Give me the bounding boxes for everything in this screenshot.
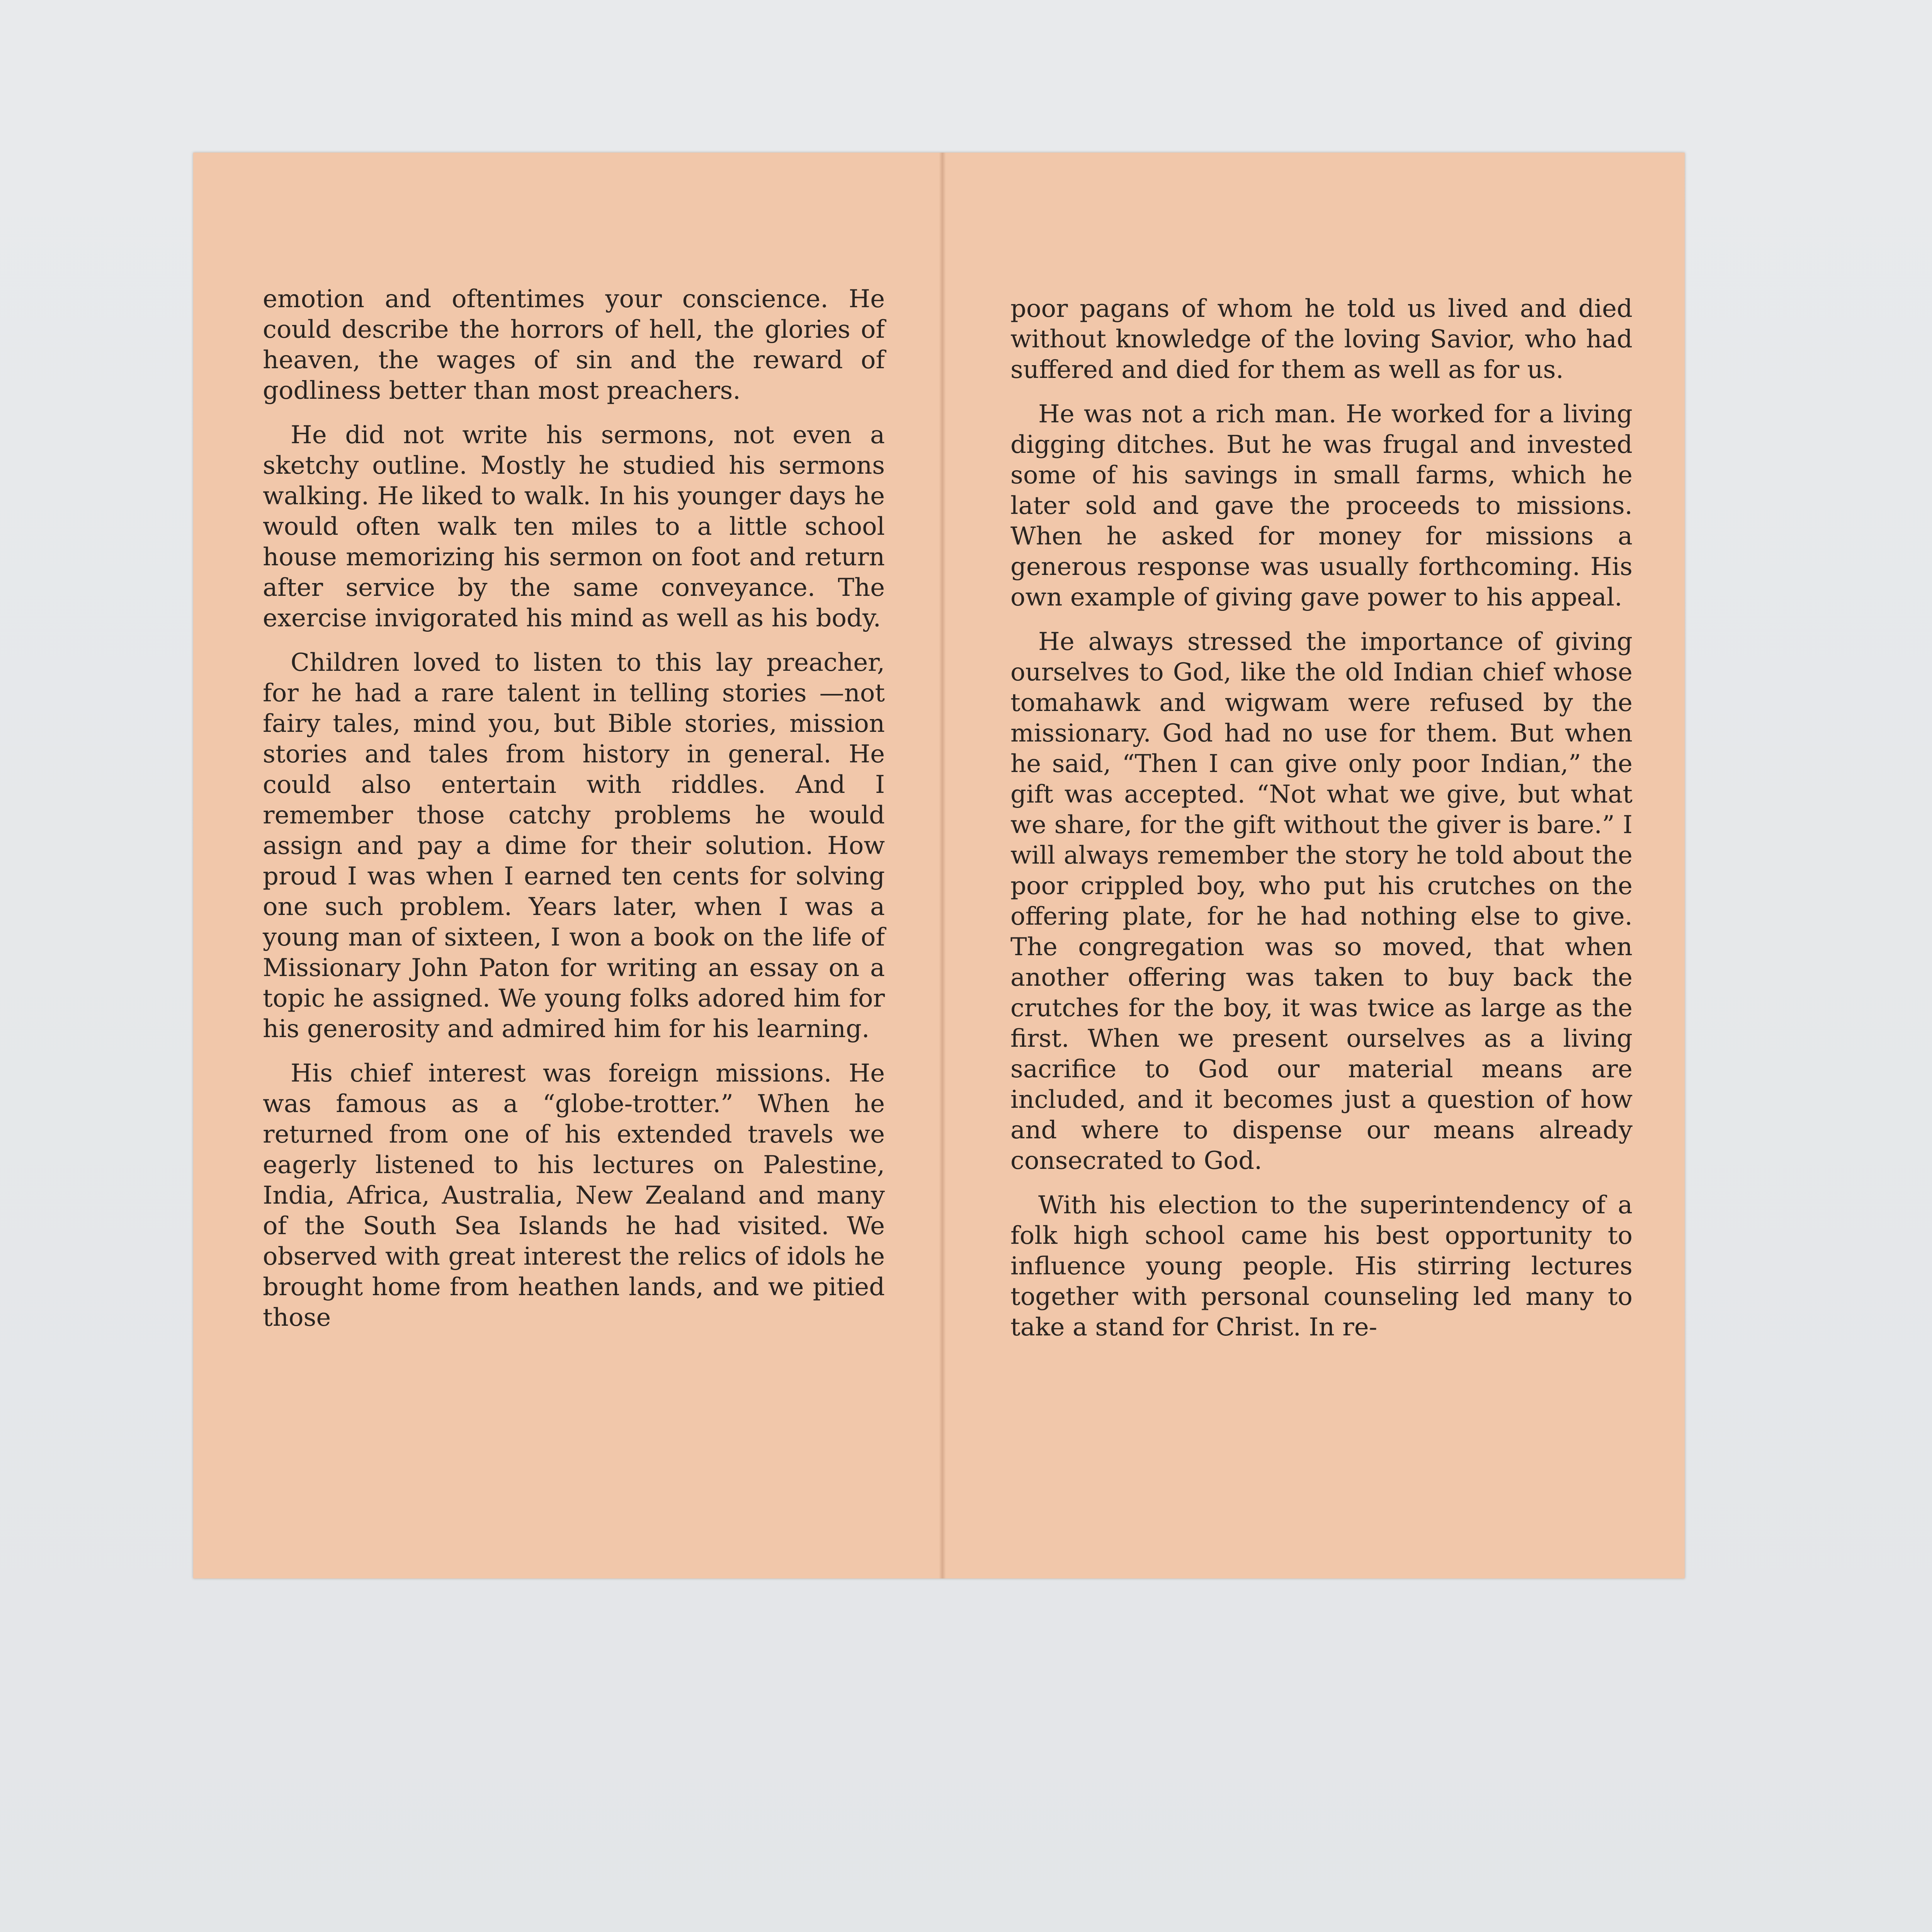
paragraph: He did not write his sermons, not even a sketchy outline. Mostly he studied his sermons walking. He liked to walk. In his younger days he would often walk ten miles to a little school house memorizing his sermon on foot and return after service by the same conveyance. The exercise invigorated his mind as well as his body. [263,421,885,633]
center-fold [939,153,946,1578]
right-column [1010,294,1633,1357]
left-column [263,284,885,1347]
paragraph: His chief interest was foreign missions. He was famous as a “globe-trotter.” When he returned from one of his extended travels we eagerly listened to his lectures on Palestine, India, Africa, Australia, New Zealand and many of the South Sea Islands he had visited. We observed with great interest the relics of idols he brought home from heathen lands, and we pitied those [263,1059,885,1332]
paragraph: He always stressed the importance of giving ourselves to God, like the old Indian chief whose tomahawk and wigwam were refused by the missionary. God had no use for them. But when he said, “Then I can give only poor Indian,” the gift was accepted. “Not what we give, but what we share, for the gift without the giver is bare.” I will always remember the story he told about the poor crippled boy, who put his crutches on the offering plate, for he had nothing else to give. The congregation was so moved, that when another offering was taken to buy back the crutches for the boy, it was twice as large as the first. When we present ourselves as a living sacrifice to God our material means are included, and it becomes just a question of how and where to dispense our means already consecrated to God. [1010,628,1633,1175]
paragraph: poor pagans of whom he told us lived and died without knowledge of the loving Savior, who had suffered and died for them as well as for us. [1010,294,1633,384]
paragraph: emotion and oftentimes your conscience. He could describe the horrors of hell, the glories of heaven, the wages of sin and the reward of godliness better than most preachers. [263,285,885,405]
paragraph: Children loved to listen to this lay preacher, for he had a rare talent in telling stories —not fairy tales, mind you, but Bible stories, mission stories and tales from history in general. He could also entertain with riddles. And I remember those catchy problems he would assign and pay a dime for their solution. How proud I was when I earned ten cents for solving one such problem. Years later, when I was a young man of sixteen, I won a book on the life of Missionary John Paton for writing an essay on a topic he assigned. We young folks adored him for his generosity and admired him for his learning. [263,648,885,1043]
booklet-page-spread [193,153,1685,1578]
paragraph: With his election to the superintendency of a folk high school came his best opportunity to influence young people. His stirring lectures together with personal counseling led many to take a stand for Christ. In re- [1010,1191,1633,1342]
paragraph: He was not a rich man. He worked for a living digging ditches. But he was frugal and invested some of his savings in small farms, which he later sold and gave the proceeds to missions. When he asked for money for missions a generous response was usually forthcoming. His own example of giving gave power to his appeal. [1010,400,1633,612]
